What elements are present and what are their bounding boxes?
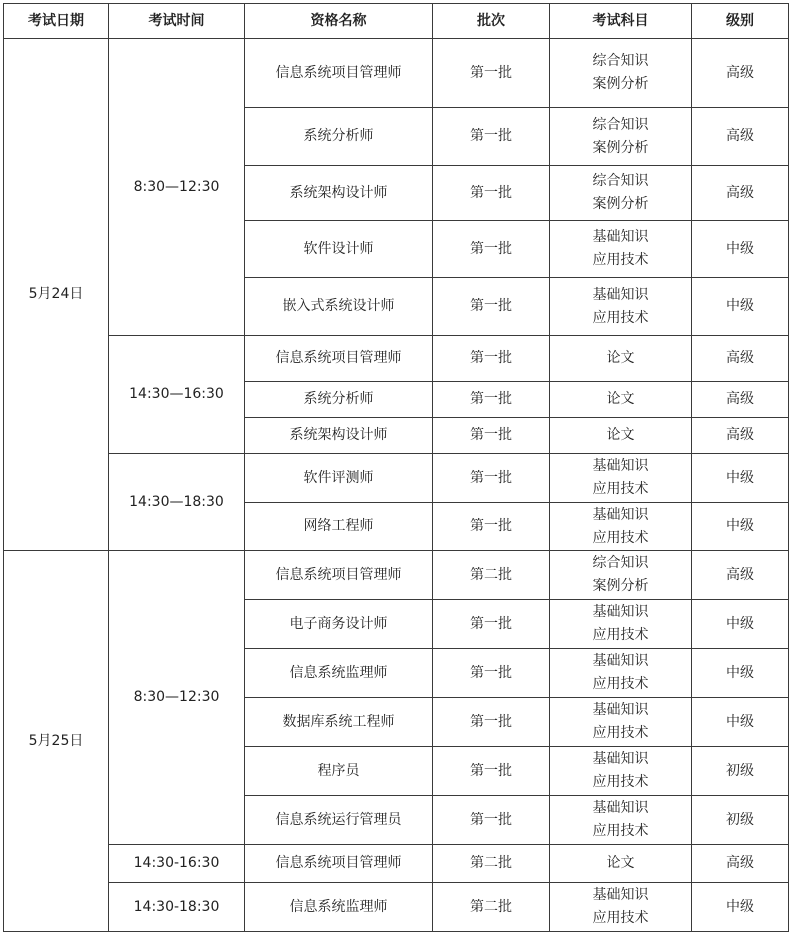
- level-cell: 中级: [692, 698, 789, 747]
- batch-cell: 第一批: [433, 698, 550, 747]
- table-row: [4, 845, 789, 883]
- subject-cell: 论文: [550, 336, 692, 382]
- batch-cell: 第一批: [433, 796, 550, 845]
- level-cell: 中级: [692, 649, 789, 698]
- header-row: [4, 4, 789, 39]
- subject-cell: 综合知识 案例分析: [550, 39, 692, 108]
- batch-cell: 第一批: [433, 600, 550, 649]
- batch-cell: 第一批: [433, 454, 550, 503]
- qualification-cell: 程序员: [245, 747, 433, 796]
- level-cell: 高级: [692, 39, 789, 108]
- time-cell: 8:30—12:30: [109, 39, 245, 336]
- batch-cell: 第一批: [433, 503, 550, 551]
- batch-cell: 第一批: [433, 221, 550, 278]
- batch-cell: 第一批: [433, 336, 550, 382]
- header-level: 级别: [692, 4, 789, 39]
- subject-cell: 基础知识 应用技术: [550, 503, 692, 551]
- qualification-cell: 系统分析师: [245, 382, 433, 418]
- level-cell: 中级: [692, 221, 789, 278]
- qualification-cell: 电子商务设计师: [245, 600, 433, 649]
- header-subject: 考试科目: [550, 4, 692, 39]
- subject-cell: 论文: [550, 418, 692, 454]
- time-cell: 14:30—16:30: [109, 336, 245, 454]
- time-cell: 14:30—18:30: [109, 454, 245, 551]
- header-exam-time: 考试时间: [109, 4, 245, 39]
- level-cell: 中级: [692, 278, 789, 336]
- level-cell: 中级: [692, 883, 789, 932]
- batch-cell: 第一批: [433, 166, 550, 221]
- subject-cell: 基础知识 应用技术: [550, 883, 692, 932]
- level-cell: 高级: [692, 551, 789, 600]
- qualification-cell: 系统架构设计师: [245, 166, 433, 221]
- header-exam-date: 考试日期: [4, 4, 109, 39]
- batch-cell: 第二批: [433, 551, 550, 600]
- subject-cell: 综合知识 案例分析: [550, 166, 692, 221]
- qualification-cell: 信息系统运行管理员: [245, 796, 433, 845]
- subject-cell: 基础知识 应用技术: [550, 747, 692, 796]
- time-cell: 8:30—12:30: [109, 551, 245, 845]
- qualification-cell: 网络工程师: [245, 503, 433, 551]
- batch-cell: 第一批: [433, 649, 550, 698]
- batch-cell: 第一批: [433, 747, 550, 796]
- batch-cell: 第一批: [433, 278, 550, 336]
- subject-cell: 基础知识 应用技术: [550, 698, 692, 747]
- batch-cell: 第一批: [433, 382, 550, 418]
- level-cell: 高级: [692, 166, 789, 221]
- subject-cell: 综合知识 案例分析: [550, 108, 692, 166]
- qualification-cell: 信息系统监理师: [245, 649, 433, 698]
- table-row: [4, 551, 789, 600]
- exam-schedule-table: [3, 3, 789, 932]
- level-cell: 高级: [692, 336, 789, 382]
- qualification-cell: 信息系统项目管理师: [245, 336, 433, 382]
- qualification-cell: 信息系统项目管理师: [245, 845, 433, 883]
- batch-cell: 第二批: [433, 845, 550, 883]
- subject-cell: 基础知识 应用技术: [550, 600, 692, 649]
- qualification-cell: 嵌入式系统设计师: [245, 278, 433, 336]
- level-cell: 初级: [692, 747, 789, 796]
- subject-cell: 论文: [550, 382, 692, 418]
- subject-cell: 基础知识 应用技术: [550, 221, 692, 278]
- qualification-cell: 信息系统监理师: [245, 883, 433, 932]
- time-cell: 14:30-18:30: [109, 883, 245, 932]
- subject-cell: 基础知识 应用技术: [550, 796, 692, 845]
- date-cell: 5月24日: [4, 39, 109, 551]
- date-cell: 5月25日: [4, 551, 109, 932]
- qualification-cell: 系统分析师: [245, 108, 433, 166]
- level-cell: 高级: [692, 418, 789, 454]
- qualification-cell: 数据库系统工程师: [245, 698, 433, 747]
- level-cell: 高级: [692, 108, 789, 166]
- batch-cell: 第一批: [433, 39, 550, 108]
- subject-cell: 基础知识 应用技术: [550, 278, 692, 336]
- qualification-cell: 信息系统项目管理师: [245, 39, 433, 108]
- header-batch: 批次: [433, 4, 550, 39]
- table-row: [4, 39, 789, 108]
- subject-cell: 基础知识 应用技术: [550, 649, 692, 698]
- batch-cell: 第一批: [433, 418, 550, 454]
- level-cell: 中级: [692, 454, 789, 503]
- time-cell: 14:30-16:30: [109, 845, 245, 883]
- batch-cell: 第一批: [433, 108, 550, 166]
- qualification-cell: 系统架构设计师: [245, 418, 433, 454]
- subject-cell: 基础知识 应用技术: [550, 454, 692, 503]
- table-row: [4, 336, 789, 382]
- qualification-cell: 软件评测师: [245, 454, 433, 503]
- level-cell: 中级: [692, 600, 789, 649]
- level-cell: 初级: [692, 796, 789, 845]
- table-row: [4, 883, 789, 932]
- subject-cell: 论文: [550, 845, 692, 883]
- header-qualification: 资格名称: [245, 4, 433, 39]
- level-cell: 高级: [692, 845, 789, 883]
- batch-cell: 第二批: [433, 883, 550, 932]
- subject-cell: 综合知识 案例分析: [550, 551, 692, 600]
- level-cell: 高级: [692, 382, 789, 418]
- level-cell: 中级: [692, 503, 789, 551]
- qualification-cell: 软件设计师: [245, 221, 433, 278]
- qualification-cell: 信息系统项目管理师: [245, 551, 433, 600]
- table-row: [4, 454, 789, 503]
